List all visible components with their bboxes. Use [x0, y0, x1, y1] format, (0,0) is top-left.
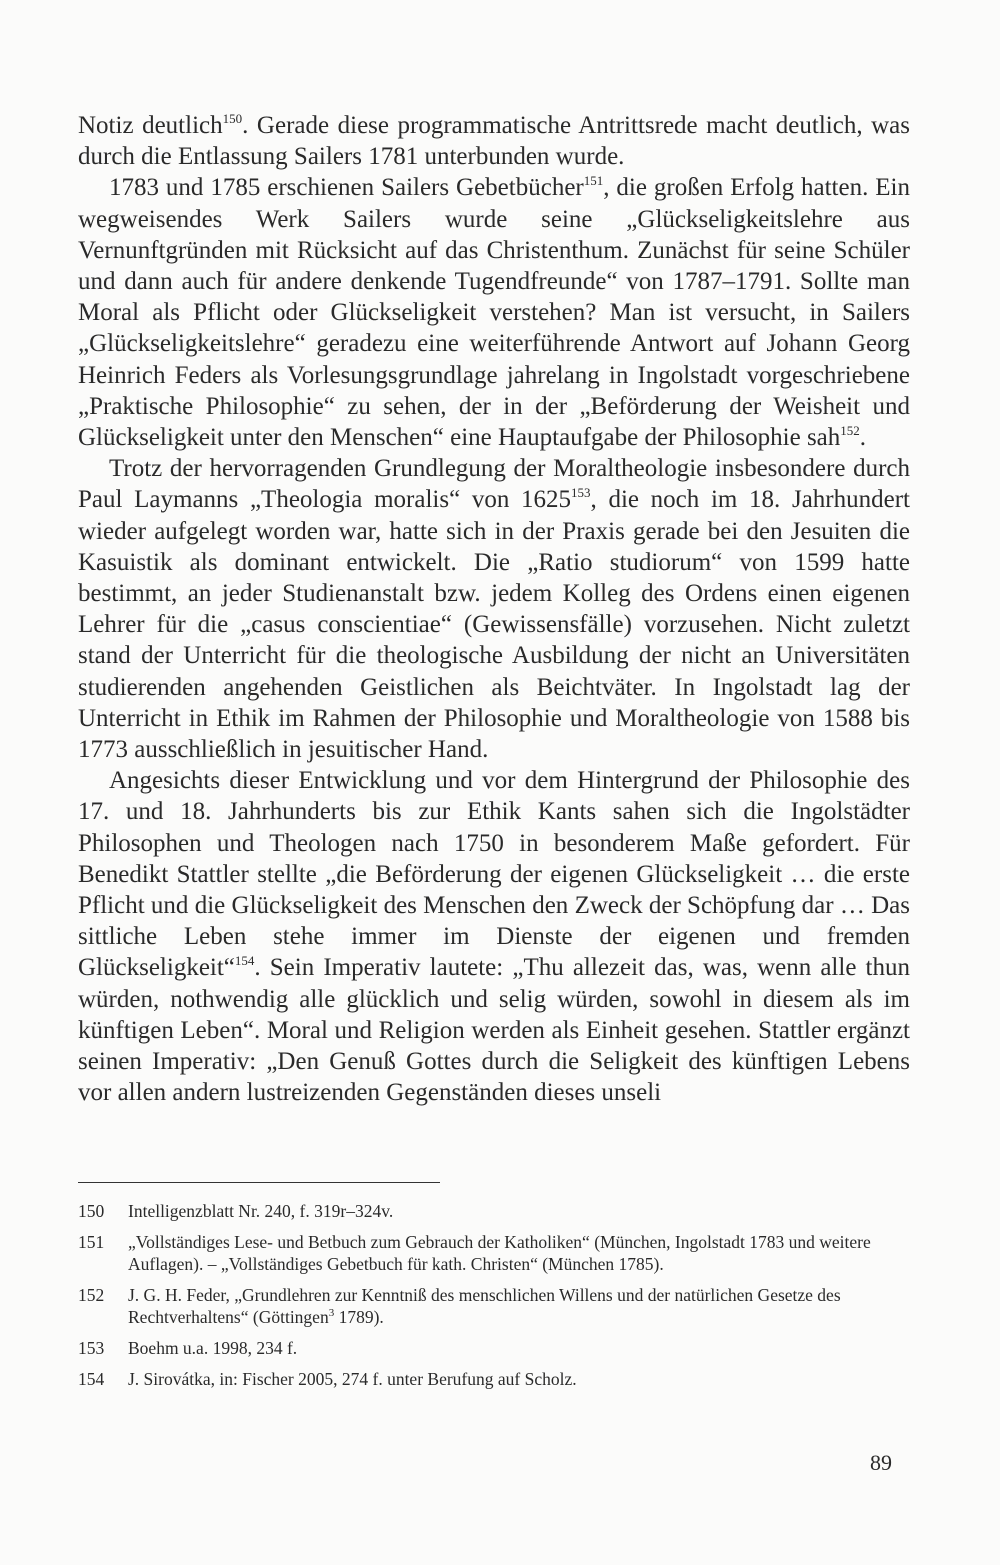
footnote-154	[78, 1368, 910, 1390]
footnote-reference: 3	[328, 1307, 335, 1319]
footnote-reference: 150	[222, 111, 243, 126]
footnote-separator	[78, 1182, 440, 1183]
footnote-number: 150	[78, 1201, 105, 1221]
footnote-reference: 152	[840, 423, 860, 439]
footnote-number: 151	[78, 1232, 105, 1252]
main-text	[78, 110, 910, 1109]
paragraph-4: Angesichts dieser Entwicklung und vor dem Hintergrund der Philosophie des 17. und 18. Jahrhunderts bis zur Ethik Kants sahen sich die Ingolstädter Philosophen und Theologen nach 1750 in besonderem Maße gefordert. Für Benedikt Stattler stellte „die Beförderung der eigenen Glückseligkeit … die erste Pflicht und die Glückseligkeit des Menschen den Zweck der Schöpfung dar … Das sittliche Leben stehe immer im Dienste der eigenen und fremden Glückseligkeit“$^{154}$. Sein Imperativ lautete: „Thu allezeit das, was, wenn alle thun würden, nothwendig alle glücklich und selig würden, sowohl in diesem als im künftigen Leben“. Moral und Religion werden als Einheit gesehen. Stattler ergänzt seinen Imperativ: „Den Genuß Gottes durch die Seligkeit des künftigen Lebens vor allen andern lustreizenden Gegenständen dieses unseli	[78, 767, 910, 1107]
footnote-reference: 151	[583, 173, 604, 189]
footnote-152	[78, 1284, 910, 1328]
paragraph-2: 1783 und 1785 erschienen Sailers Gebetbücher$^{151}$, die großen Erfolg hatten. Ein wegweisendes Werk Sailers wurde seine „Glückseligkeitslehre aus Vernunftgründen mit Rücksicht auf das Christenthum. Zunächst für seine Schüler und dann auch für andere denkende Tugendfreunde“ von 1787–1791. Sollte man Moral als Pflicht oder Glückseligkeit verstehen? Man ist versucht, in Sailers „Glückseligkeitslehre“ geradezu eine weiterführende Antwort auf Johann Georg Heinrich Feders als Vorlesungsgrundlage jahrelang in Ingolstadt vorgeschriebene „Praktische Philosophie“ zu sehen, der in der „Beförderung der Weisheit und Glückseligkeit unter den Menschen“ eine Hauptaufgabe der Philosophie sah$^{152}$.	[78, 173, 910, 452]
footnote-number: 153	[78, 1338, 105, 1358]
footnote-text: Intelligenzblatt Nr. 240, f. 319r–324v.	[128, 1201, 394, 1221]
footnote-number: 154	[78, 1369, 105, 1389]
footnotes	[78, 1200, 910, 1399]
footnote-number: 152	[78, 1285, 105, 1305]
footnote-text: „Vollständiges Lese- und Betbuch zum Gebrauch der Katholiken“ (München, Ingolstadt 1783 und weitere Auflagen). – „Vollständiges Gebetbuch für kath. Christen“ (München 1785).	[128, 1232, 871, 1274]
footnote-text: J. Sirovátka, in: Fischer 2005, 274 f. unter Berufung auf Scholz.	[128, 1369, 577, 1389]
footnote-text: J. G. H. Feder, „Grundlehren zur Kenntniß des menschlichen Willens und der natürlichen Gesetze des Rechtverhaltens“ (Göttingen$^3$ 1789).	[128, 1285, 841, 1327]
footnote-reference: 154	[234, 953, 255, 969]
footnote-153	[78, 1337, 910, 1359]
page-number: 89	[870, 1450, 892, 1475]
footnote-reference: 153	[571, 485, 591, 501]
footnote-151	[78, 1231, 910, 1275]
footnote-150	[78, 1200, 910, 1222]
paragraph-1: Notiz deutlich$^{150}$. Gerade diese programmatische Antrittsrede macht deutlich, was durch die Entlassung Sailers 1781 unterbunden wurde.	[78, 111, 911, 171]
paragraph-3: Trotz der hervorragenden Grundlegung der Moraltheologie insbesondere durch Paul Laymanns „Theologia moralis“ von 1625$^{153}$, die noch im 18. Jahrhundert wieder aufgelegt worden war, hatte sich in der Praxis gerade bei den Jesuiten die Kasuistik als dominant entwickelt. Die „Ratio studiorum“ von 1599 hatte bestimmt, an jeder Studienanstalt bzw. jedem Kolleg des Ordens einen eigenen Lehrer für die „casus conscientiae“ (Gewissensfälle) vorzusehen. Nicht zuletzt stand der Unterricht für die theologische Ausbildung der nicht an Universitäten studierenden angehenden Geistlichen als Beichtväter. In Ingolstadt lag der Unterricht in Ethik im Rahmen der Philosophie und Moraltheologie von 1588 bis 1773 ausschließlich in jesuitischer Hand.	[78, 455, 910, 764]
footnote-text: Boehm u.a. 1998, 234 f.	[128, 1338, 298, 1358]
